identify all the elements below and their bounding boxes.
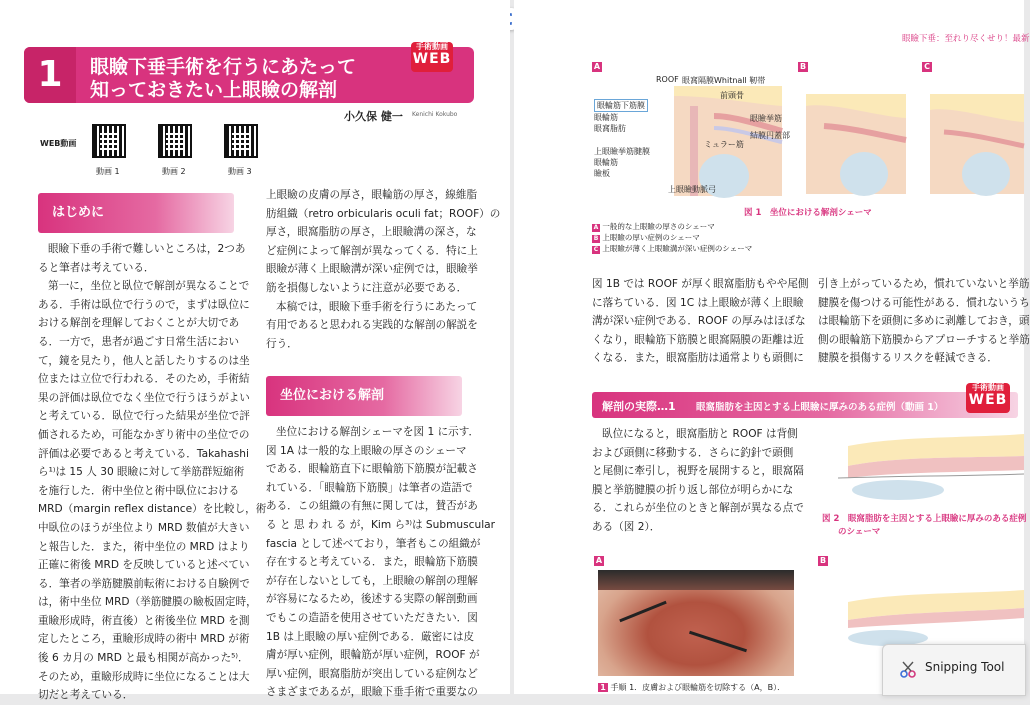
left-page [0, 0, 510, 702]
photo-caption: 1 手順 1．皮膚および眼輪筋を切除する（A，B）． [598, 682, 785, 693]
fig1-panel-c-drawing [930, 94, 1024, 196]
fig1-annotation-tarsus: 瞼板 [594, 169, 610, 178]
fig3-panel-a-label: A [595, 556, 603, 565]
chapter-title-line2: 知っておきたい上眼瞼の解剖 [90, 79, 338, 101]
fig1-annotation-whitnall: Whitnall 靭帯 [714, 76, 766, 85]
qr-code-video-3[interactable] [224, 124, 258, 158]
fig1-annotation-orbicularis-2: 眼輪筋 [594, 158, 618, 167]
right-page [514, 0, 1030, 694]
fig3-panel-b-drawing [838, 572, 1024, 644]
running-header: 眼瞼下垂：至れり尽くせり！最新 [902, 34, 1030, 44]
web-video-label: WEB動画 [40, 139, 77, 148]
fig2-schematic [838, 426, 1024, 500]
fig1-annotation-arcade: 上眼瞼動脈弓 [668, 185, 716, 194]
author-name: 小久保 健一 [344, 110, 403, 123]
web-video-badge: 手術動画 WEB [411, 42, 453, 72]
fig1-annotation-orbicularis: 眼輪筋 [594, 113, 618, 122]
qr-code-video-1[interactable] [92, 124, 126, 158]
fig2-caption-line1: 図 2 眼窩脂肪を主因とする上眼瞼に厚みのある症例 [822, 514, 1027, 524]
column2-intro-body: 上眼瞼の皮膚の厚さ，眼輪筋の厚さ，線維脂 肪組織（retro orbicularis oculi fat；ROOF）の 厚さ，眼窩脂肪の厚さ，上眼瞼溝の深さ，な ど症例によって解剖が異なってくる．特に上 眼瞼が薄く上眼瞼溝が深い症例では，眼瞼挙 筋を損傷しないように注意が必要である． 本稿では，眼瞼下垂手術を行うにあたって 有用であると思われる実践的な解剖の解説を 行う． [266, 189, 501, 350]
fig1-legend: A 一般的な上眼瞼の厚さのシェーマ B 上眼瞼の厚い症例のシェーマ C 上眼瞼が薄く上眼瞼溝が深い症例のシェーマ [593, 222, 753, 253]
fig1-caption: 図 1 坐位における解剖シェーマ [744, 208, 872, 218]
video-1-label: 動画 1 [96, 167, 120, 176]
fig1-annotation-orbital-fat: 眼窩脂肪 [594, 124, 626, 133]
practice-web-badge: 手術動画 WEB [966, 383, 1010, 413]
snipping-tool-icon [899, 659, 919, 679]
fig1-annotation-muller: ミュラー筋 [704, 140, 744, 149]
section-heading-intro: はじめに [38, 193, 234, 233]
fig1-annotation-frontal-bone: 前頭骨 [720, 91, 744, 100]
video-2-label: 動画 2 [162, 167, 186, 176]
qr-code-video-2[interactable] [158, 124, 192, 158]
right-body-col2: 引き上がっているため，慣れていないと挙筋 腱膜を傷つける可能性がある．慣れないうち は眼輪筋下を頭側に多めに剥離しておき，頭 側の眼輪筋下筋膜からアプローチすると挙筋 腱膜を損傷するリスクを軽減できる． [818, 278, 1030, 365]
surgery-photo [598, 570, 794, 676]
chapter-number: 1 [24, 47, 76, 103]
author-roman: Kenichi Kokubo [412, 111, 458, 118]
fig1-annotation-submuscular-fascia: 眼輪筋下筋膜 [594, 99, 648, 112]
fig2-caption-line2: のシェーマ [838, 527, 881, 537]
snipping-tool-notification[interactable] [882, 644, 1026, 696]
fig3-panel-b-label: B [819, 556, 827, 565]
section-heading-sitting: 坐位における解剖 [266, 376, 462, 416]
fig1-annotation-levator: 眼瞼挙筋 [750, 114, 782, 123]
fig1-panel-a-label: A [593, 62, 601, 71]
video-3-label: 動画 3 [228, 167, 252, 176]
snipping-tool-label: Snipping Tool [925, 660, 1005, 674]
sitting-body: 坐位における解剖シェーマを図 1 に示す． 図 1A は一般的な上眼瞼の厚さのシェーマ である．眼輪筋直下に眼輪筋下筋膜が記載さ れている．「眼輪筋下筋膜」は筆者の造語で ある．この組織の有無に関しては，賛否があ る と 思 わ れ る が，Kim ら³⁾は Submuscular fascia として述べており，筆者もこの組織が 存在すると考えている．また，眼輪筋下筋膜 が存在しないとしても，上眼瞼の解剖の理解 が容易になるため，後述する実際の解剖動画 でもこの造語を使用させていただきたい．図 1B は上眼瞼の厚い症例である．厳密には皮 膚が厚い症例，眼輪筋が厚い症例，ROOF が 厚い症例，眼窩脂肪が突出している症例など さまざまであるが，眼瞼下垂手術で重要なの [266, 426, 495, 699]
fig1-annotation-orbital-septum: 眼窩隔膜 [682, 76, 714, 85]
intro-body: 眼瞼下垂の手術で難しいところは，2つあ ると筆者は考えている． 第一に，坐位と臥位で解剖が異なることで ある．手術は臥位で行うので，まずは臥位に おける解剖を理解しておくことが大切であ る．一方で，患者が過ごす日常生活におい て，鏡を見たり，他人と話したりするのは坐 位または立位で行われる．そのため，手術結 果の評価は臥位でなく坐位で行うほうがよい と考えている．臥位で行った結果が坐位で評 価されるため，可能なかぎり術中の坐位での 評価は必要であると考えている．Takahashi ら¹⁾は 15 人 30 眼瞼に対して挙筋群短縮術 を施行した．術中坐位と術中臥位における MRD（margin reflex distance）を比較し，術 中臥位のほうが坐位より MRD 数値が大きい と報告した．また，術中坐位の MRD はより 正確に術後 MRD を反映していると述べてい る．筆者の挙筋腱膜前転術における自験例で は，術中坐位 MRD（挙筋腱膜の瞼板固定時， 重瞼形成時，術直後）と術後坐位 MRD を測 定したところ，重瞼形成時の術中 MRD が術 後 6 カ月の MRD と最も相関が高かった⁵⁾． そのため，重瞼形成時に坐位になることは大 切だと考えている． [38, 243, 267, 702]
fig1-annotation-roof: ROOF [656, 75, 679, 84]
chapter-title-line1: 眼瞼下垂手術を行うにあたって [90, 56, 357, 78]
right-body-col1: 図 1B では ROOF が厚く眼窩脂肪もやや尾側 に落ちている．図 1C は上眼瞼が薄く上眼瞼 溝が深い症例である．ROOF の厚みはほぼな くなり，眼輪筋下筋膜と眼窩隔膜の距離は近 くなる．また，眼窩脂肪は通常よりも頭側に [592, 278, 809, 365]
fig1-annotation-aponeurosis: 上眼瞼挙筋腱膜 [594, 147, 650, 156]
fig1-annotation-fornix: 結膜円蓋部 [750, 131, 790, 140]
section-heading-practice: 解剖の実際…1 眼窩脂肪を主因とする上眼瞼に厚みのある症例（動画 1） [592, 392, 1018, 418]
fig1-panel-b-label: B [799, 62, 807, 71]
practice-body: 臥位になると，眼窩脂肪と ROOF は背側 および頭側に移動する．さらに釣針で頭側 と尾側に牽引し，視野を展開すると，眼窩隔 膜と挙筋腱膜の折り返し部位が明らかにな る．これらが坐位のときと解剖が異なる点で ある（図 2）． [592, 428, 804, 533]
fig1-schematics [594, 76, 1024, 196]
fig1-panel-c-label: C [922, 62, 932, 72]
fig1-panel-b-drawing [806, 94, 906, 196]
